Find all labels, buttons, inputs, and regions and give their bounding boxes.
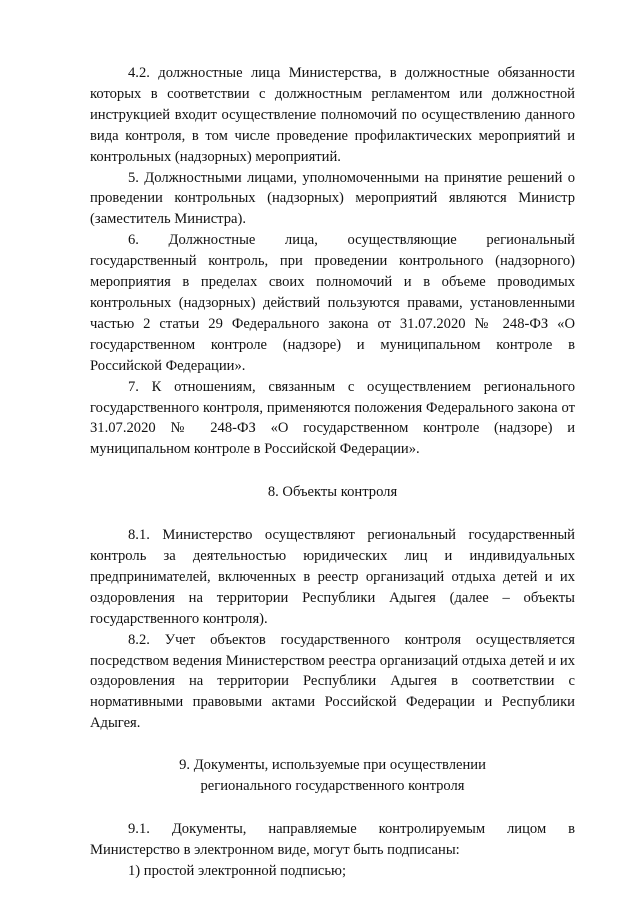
section-9-heading-line-1: 9. Документы, используемые при осуществлении [179, 757, 486, 774]
document-page [90, 63, 575, 882]
paragraph-4-2: 4.2. должностные лица Министерства, в должностные обязанности которых в соответствии с должностным регламентом или должностной инструкцией входит осуществление полномочий по осуществлению данного вида контроля, в том числе проведение профилактических мероприятий и контрольных (надзорных) мероприятий. [90, 65, 575, 165]
paragraph-6: 6. Должностные лица, осуществляющие региональный государственный контроль, при проведении контрольного (надзорного) мероприятия в пределах своих полномочий и в объеме проводимых контрольных (надзорных) действий пользуются правами, установленными частью 2 статьи 29 Федерального закона от 31.07.2020 № 248-ФЗ «О государственном контроле (надзоре) и муниципальном контроле в Российской Федерации». [90, 232, 575, 374]
paragraph-9-1: 9.1. Документы, направляемые контролируемым лицом в Министерство в электронном виде, могут быть подписаны: [90, 821, 575, 858]
paragraph-7: 7. К отношениям, связанным с осуществлением регионального государственного контроля, применяются положения Федерального закона от 31.07.2020 № 248-ФЗ «О государственном контроле (надзоре) и муниципальном контроле в Российской Федерации». [90, 378, 575, 458]
paragraph-8-1: 8.1. Министерство осуществляют региональный государственный контроль за деятельностью юридических лиц и индивидуальных предпринимателей, включенных в реестр организаций отдыха детей и их оздоровления на территории Республики Адыгея (далее – объекты государственного контроля). [90, 527, 575, 627]
paragraph-5: 5. Должностными лицами, уполномоченными на принятие решений о проведении контрольных (надзорных) мероприятий являются Министр (заместитель Министра). [90, 169, 575, 228]
paragraph-8-2: 8.2. Учет объектов государственного контроля осуществляется посредством ведения Министерством реестра организаций отдыха детей и их оздоровления на территории Республики Адыгея в соответствии с нормативными правовыми актами Российской Федерации и Республики Адыгея. [90, 631, 575, 732]
section-9-heading [90, 755, 575, 797]
section-9-heading-line-2: регионального государственного контроля [200, 778, 465, 795]
section-8-heading: 8. Объекты контроля [267, 484, 398, 501]
paragraph-9-1-item-1: 1) простой электронной подписью; [128, 862, 346, 879]
